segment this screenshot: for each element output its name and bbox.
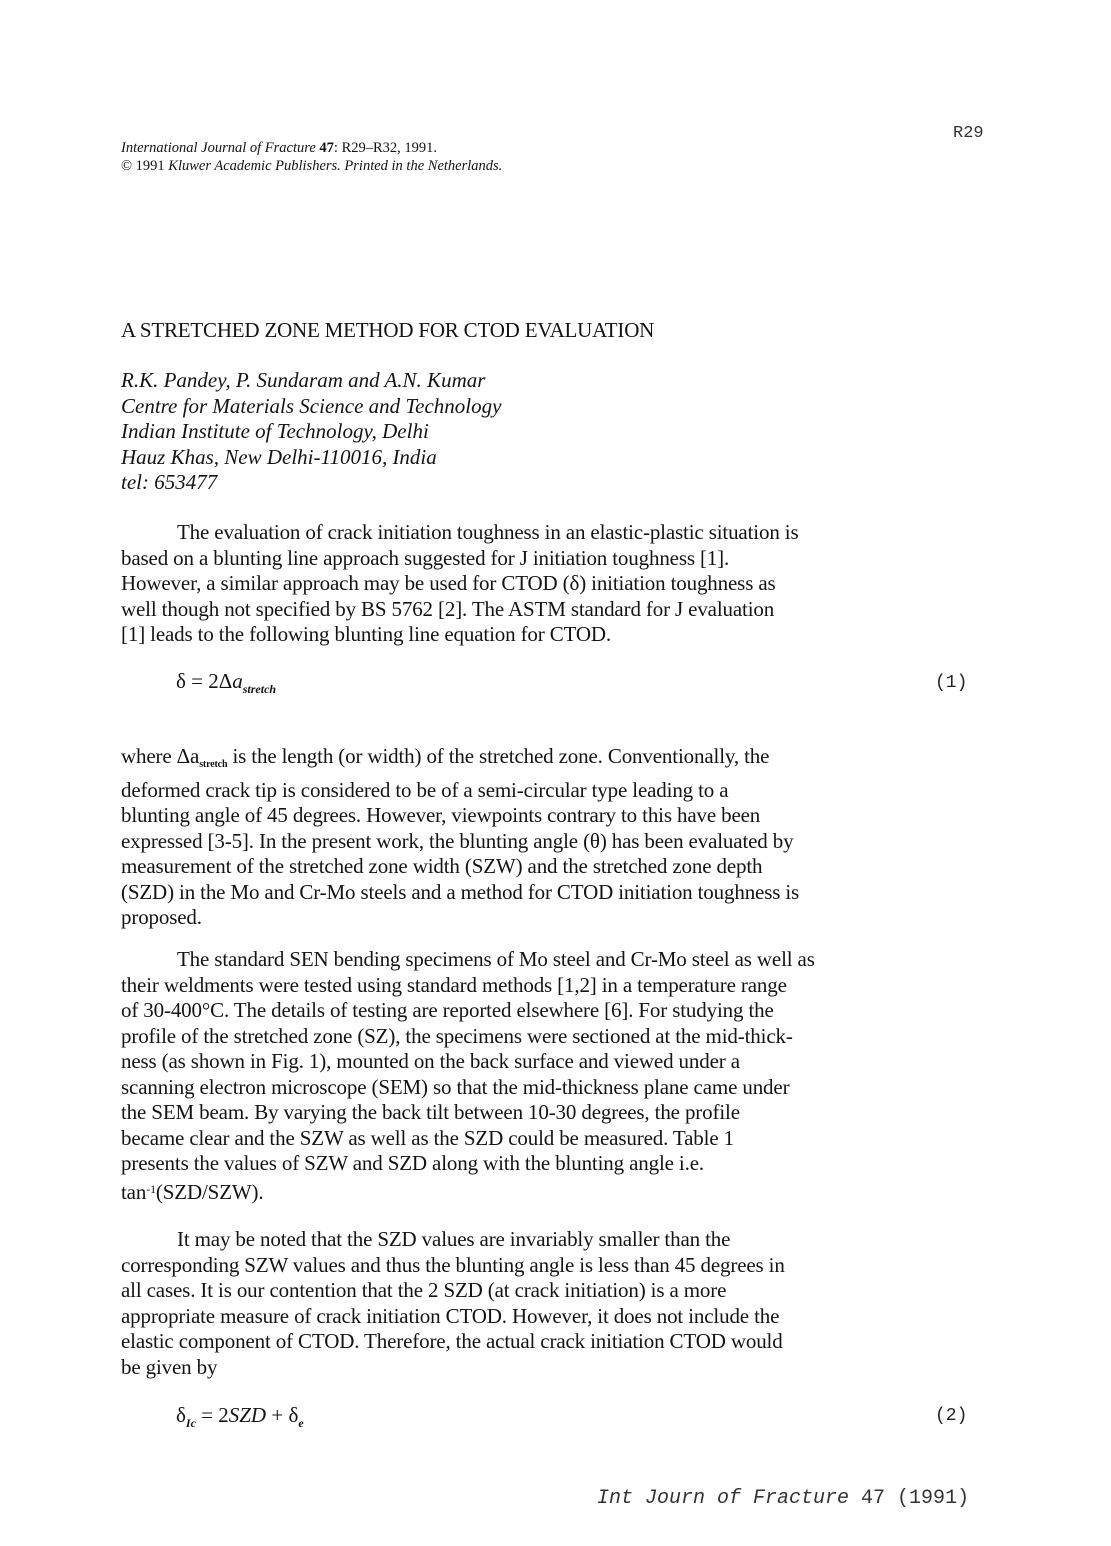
equation-1-variable: a xyxy=(232,669,243,693)
text-line: based on a blunting line approach suggested for J initiation toughness [1]. xyxy=(121,545,730,570)
affiliation-institute: Indian Institute of Technology, Delhi xyxy=(121,419,429,443)
text-line: profile of the stretched zone (SZ), the specimens were sectioned at the mid-thick- xyxy=(121,1023,793,1048)
footer-volume-year: 47 (1991) xyxy=(849,1487,970,1510)
paragraph-contention xyxy=(121,1227,961,1380)
text-line: well though not specified by BS 5762 [2]. The ASTM standard for J evaluation xyxy=(121,596,775,621)
telephone: tel: 653477 xyxy=(121,470,218,494)
text-line: measurement of the stretched zone width (SZW) and the stretched zone depth xyxy=(121,854,763,878)
inverse-superscript: -1 xyxy=(146,1181,156,1196)
journal-name: International Journal of Fracture xyxy=(121,140,316,156)
citation-line xyxy=(121,139,502,157)
equation-1 xyxy=(176,669,276,697)
equation-2-subscript-ic: Ic xyxy=(185,1416,196,1430)
equation-2 xyxy=(176,1403,304,1431)
equation-2-subscript-e: e xyxy=(298,1416,304,1430)
text-line: deformed crack tip is considered to be of a semi-circular type leading to a xyxy=(121,777,729,802)
equation-1-lhs: δ = 2Δ xyxy=(176,669,233,693)
paragraph-method xyxy=(121,947,961,1205)
text-line: The evaluation of crack initiation toughness in an elastic-plastic situation is xyxy=(177,520,799,544)
equation-1-subscript: stretch xyxy=(242,682,277,696)
equation-2-middle: = 2 xyxy=(195,1403,229,1427)
text-line: proposed. xyxy=(121,905,202,929)
line-remainder: is the length (or width) of the stretched zone. Conventionally, the xyxy=(227,744,770,768)
text-line: elastic component of CTOD. Therefore, the actual crack initiation CTOD would xyxy=(121,1329,783,1353)
text-line: all cases. It is our contention that the 2 SZD (at crack initiation) is a more xyxy=(121,1278,727,1302)
journal-header xyxy=(121,139,502,175)
text-line: the SEM beam. By varying the back tilt between 10-30 degrees, the profile xyxy=(121,1100,740,1124)
stretch-subscript: stretch xyxy=(199,759,228,770)
journal-pages: : R29–R32, 1991. xyxy=(333,140,438,156)
tan-text: tan xyxy=(121,1179,147,1204)
text-line: ness (as shown in Fig. 1), mounted on the back surface and viewed under a xyxy=(121,1049,740,1073)
page-number: R29 xyxy=(953,124,984,143)
equation-2-delta: δ xyxy=(176,1403,186,1427)
text-line: The standard SEN bending specimens of Mo steel and Cr-Mo steel as well as xyxy=(177,947,815,971)
equation-1-number: (1) xyxy=(935,673,968,693)
paragraph-intro xyxy=(121,520,961,648)
publisher: Kluwer Academic Publishers. Printed in the Netherlands. xyxy=(168,158,503,174)
affiliation-centre: Centre for Materials Science and Technology xyxy=(121,393,502,418)
text-line: scanning electron microscope (SEM) so that the mid-thickness plane came under xyxy=(121,1074,790,1099)
delta-a-text: where Δa xyxy=(121,744,200,768)
equation-2-plus: + δ xyxy=(266,1403,299,1427)
copyright-symbol: © xyxy=(121,158,133,174)
copyright-year: 1991 xyxy=(132,158,169,174)
text-line: appropriate measure of crack initiation CTOD. However, it does not include the xyxy=(121,1303,780,1328)
ratio-text: (SZD/SZW). xyxy=(155,1179,264,1204)
footer-journal: Int Journ of Fracture xyxy=(597,1487,850,1510)
journal-volume: 47 xyxy=(319,140,334,156)
text-line: presents the values of SZW and SZD along with the blunting angle i.e. xyxy=(121,1151,704,1175)
text-line: blunting angle of 45 degrees. However, viewpoints contrary to this have been xyxy=(121,803,761,827)
text-line xyxy=(121,1177,961,1206)
text-line: It may be noted that the SZD values are invariably smaller than the xyxy=(177,1227,731,1251)
text-line xyxy=(121,744,961,778)
text-line: expressed [3-5]. In the present work, the blunting angle (θ) has been evaluated by xyxy=(121,828,794,853)
equation-2-number: (2) xyxy=(935,1406,968,1426)
author-block xyxy=(121,368,501,496)
equation-2-szd: SZD xyxy=(228,1403,267,1427)
text-line: be given by xyxy=(121,1354,218,1379)
text-line: their weldments were tested using standard methods [1,2] in a temperature range xyxy=(121,972,787,997)
text-line: (SZD) in the Mo and Cr-Mo steels and a method for CTOD initiation toughness is xyxy=(121,879,800,904)
page-footer xyxy=(597,1487,969,1510)
text-line: [1] leads to the following blunting line equation for CTOD. xyxy=(121,622,612,646)
text-line: corresponding SZW values and thus the blunting angle is less than 45 degrees in xyxy=(121,1252,785,1277)
affiliation-address: Hauz Khas, New Delhi-110016, India xyxy=(121,444,437,469)
text-line: became clear and the SZW as well as the SZD could be measured. Table 1 xyxy=(121,1125,734,1150)
text-line: of 30-400°C. The details of testing are reported elsewhere [6]. For studying the xyxy=(121,998,774,1022)
paragraph-blunting xyxy=(121,744,961,931)
copyright-line xyxy=(121,157,502,175)
author-names: R.K. Pandey, P. Sundaram and A.N. Kumar xyxy=(121,368,486,392)
paper-title: A STRETCHED ZONE METHOD FOR CTOD EVALUATION xyxy=(121,318,655,342)
text-line: However, a similar approach may be used for CTOD (δ) initiation toughness as xyxy=(121,571,776,595)
